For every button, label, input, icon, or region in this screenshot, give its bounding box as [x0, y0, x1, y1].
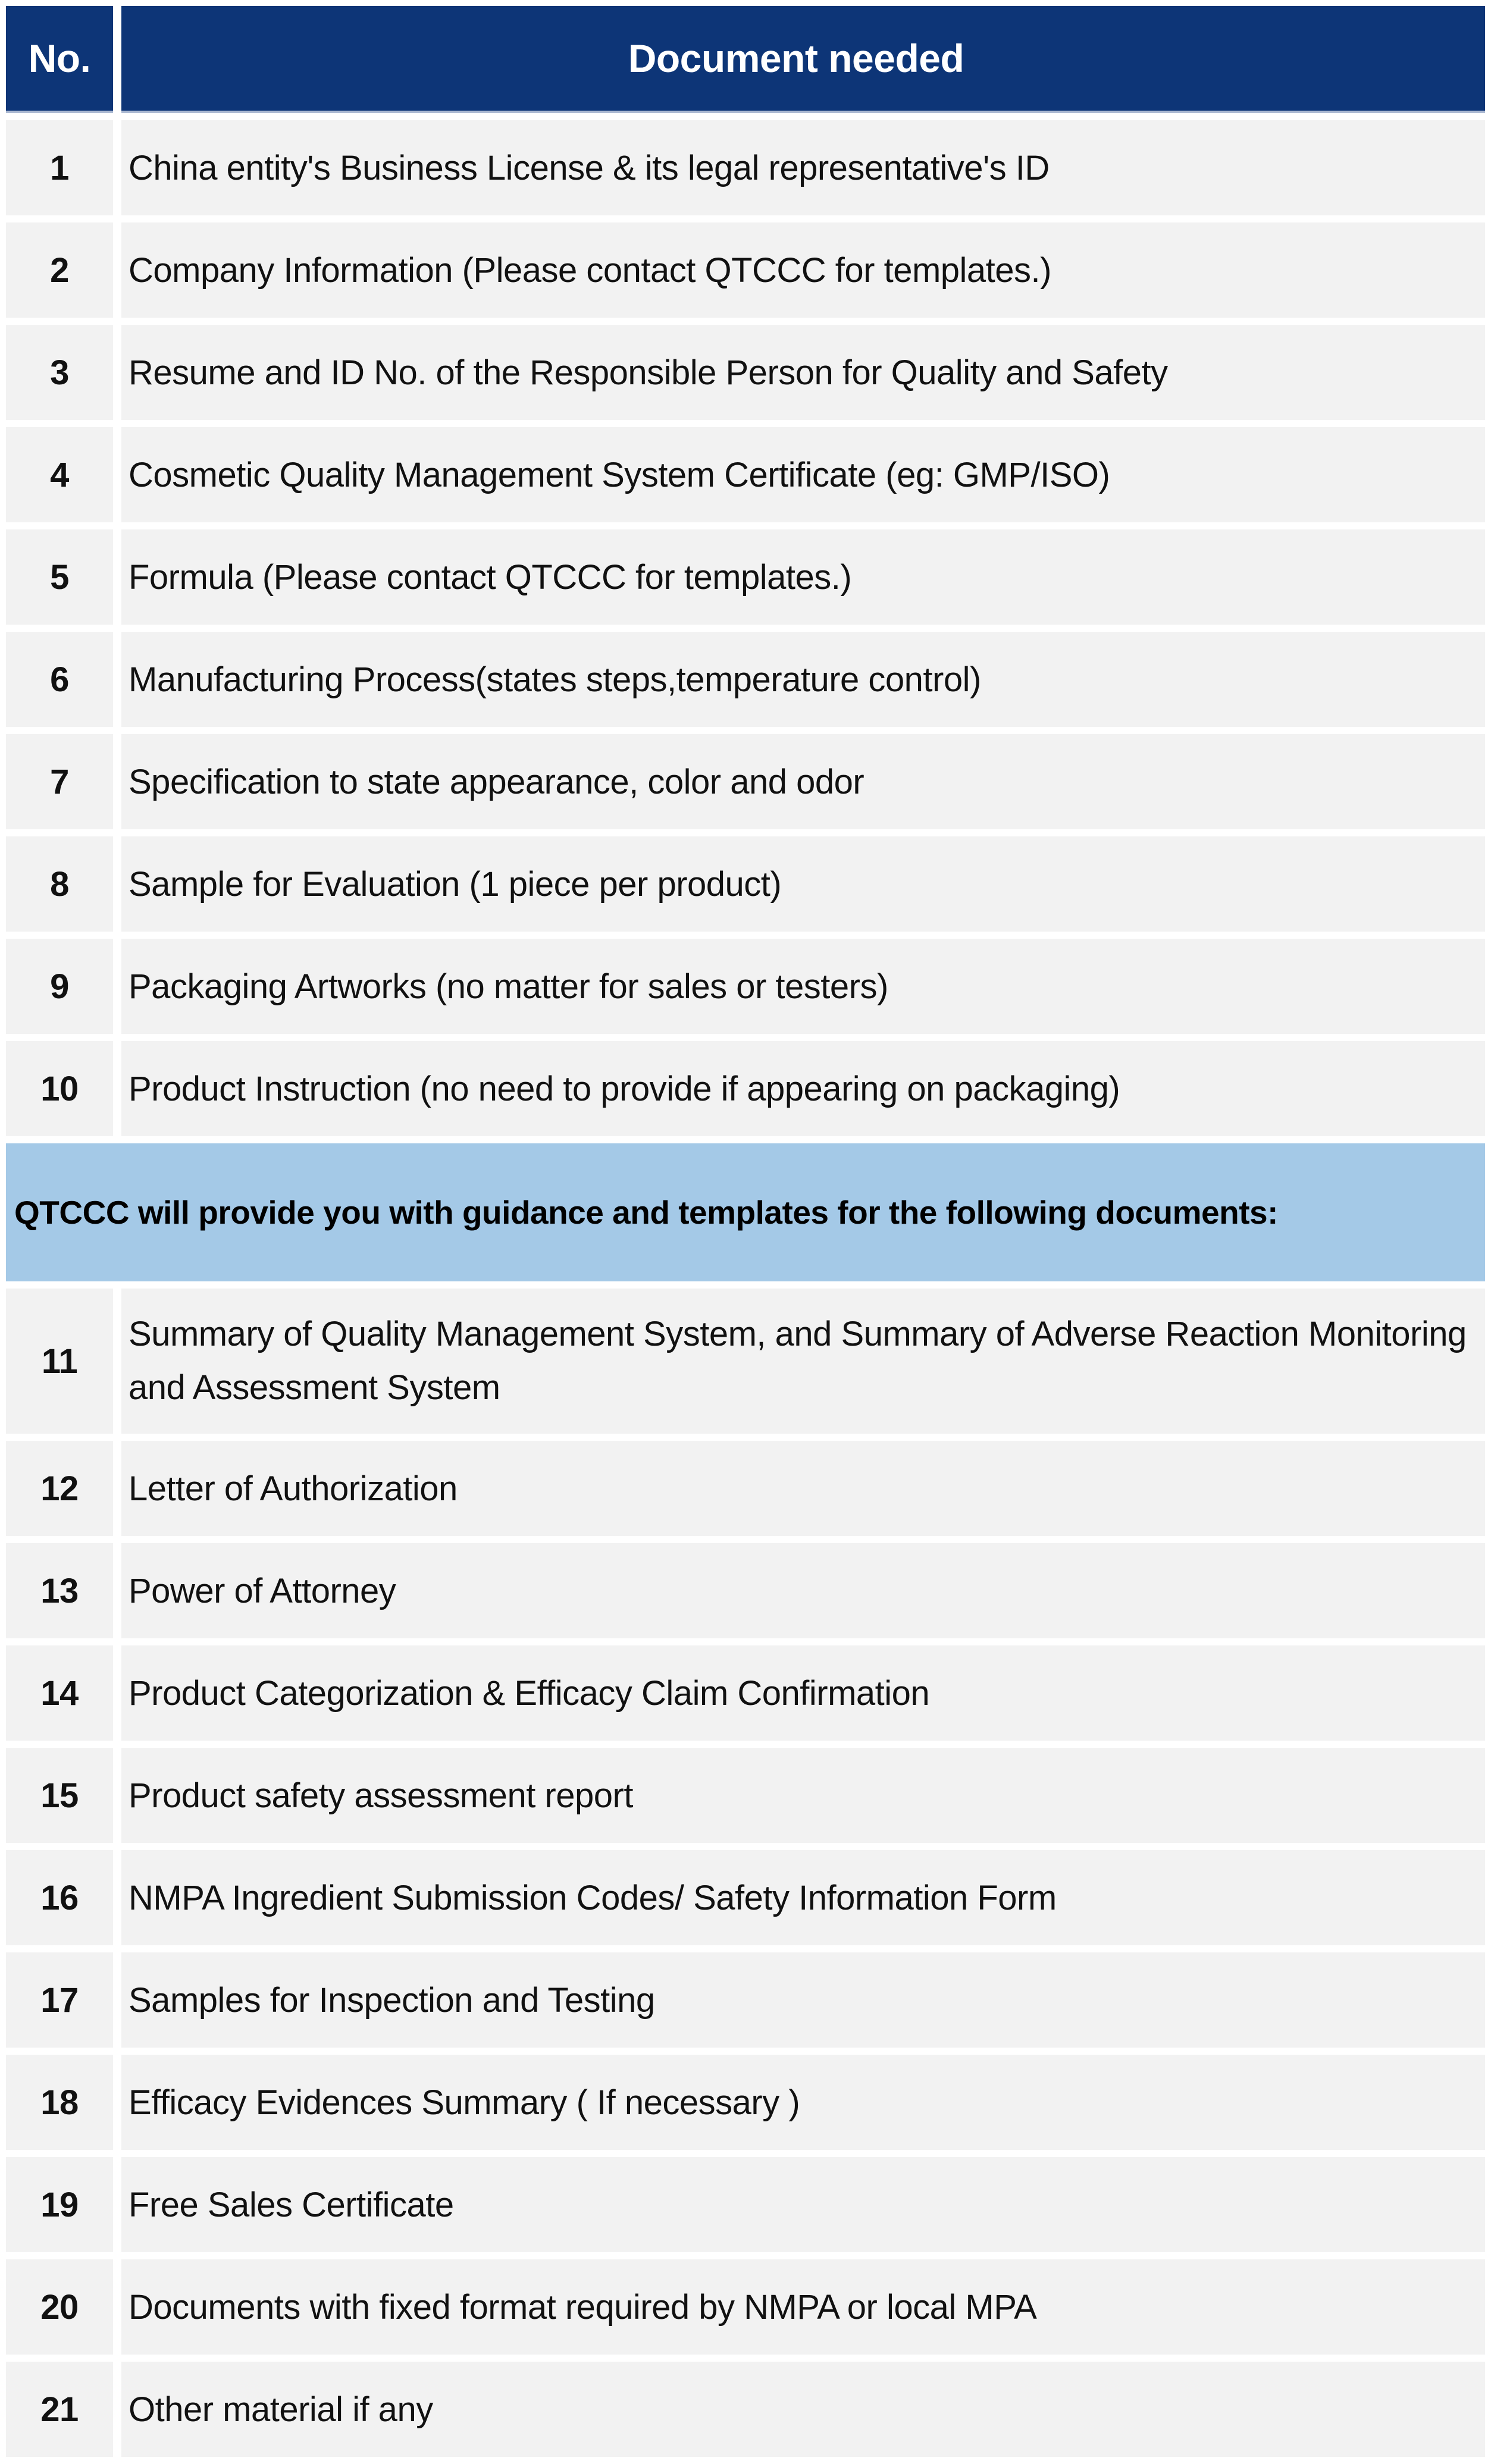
row-document-cell: Packaging Artworks (no matter for sales or testers): [121, 939, 1485, 1034]
row-document-cell: Power of Attorney: [121, 1543, 1485, 1638]
table-row: [6, 1441, 1485, 1536]
table-row: [6, 1543, 1485, 1638]
row-document-cell: Product Categorization & Efficacy Claim Confirmation: [121, 1645, 1485, 1741]
row-document-cell: Manufacturing Process(states steps,temperature control): [121, 632, 1485, 727]
header-no: No.: [6, 6, 113, 113]
row-number-cell: 14: [6, 1645, 113, 1741]
row-document-cell: Product safety assessment report: [121, 1748, 1485, 1843]
row-number-cell: 3: [6, 325, 113, 420]
table-row: [6, 836, 1485, 932]
banner-text: QTCCC will provide you with guidance and templates for the following documents:: [6, 1143, 1485, 1281]
row-number-cell: 2: [6, 222, 113, 318]
table-row: [6, 1645, 1485, 1741]
table-row: [6, 1041, 1485, 1136]
row-document-cell: Specification to state appearance, color and odor: [121, 734, 1485, 829]
table-row: [6, 1748, 1485, 1843]
row-number-cell: 10: [6, 1041, 113, 1136]
table-row: [6, 1952, 1485, 2048]
table-row: [6, 2157, 1485, 2252]
row-number-cell: 5: [6, 529, 113, 625]
row-document-cell: Letter of Authorization: [121, 1441, 1485, 1536]
row-number-cell: 12: [6, 1441, 113, 1536]
table-row: [6, 325, 1485, 420]
row-document-cell: Summary of Quality Management System, and Summary of Adverse Reaction Monitoring and Assessment System: [121, 1289, 1485, 1434]
table-row: [6, 222, 1485, 318]
table-row: [6, 529, 1485, 625]
table-row: [6, 2055, 1485, 2150]
row-document-cell: Product Instruction (no need to provide if appearing on packaging): [121, 1041, 1485, 1136]
row-document-cell: Other material if any: [121, 2362, 1485, 2457]
row-document-cell: NMPA Ingredient Submission Codes/ Safety Information Form: [121, 1850, 1485, 1945]
row-number-cell: 17: [6, 1952, 113, 2048]
row-document-cell: China entity's Business License & its legal representative's ID: [121, 120, 1485, 215]
row-document-cell: Documents with fixed format required by NMPA or local MPA: [121, 2259, 1485, 2355]
row-number-cell: 4: [6, 427, 113, 522]
row-number-cell: 15: [6, 1748, 113, 1843]
table-row: [6, 2259, 1485, 2355]
row-document-cell: Free Sales Certificate: [121, 2157, 1485, 2252]
table-row: [6, 1850, 1485, 1945]
row-number-cell: 7: [6, 734, 113, 829]
row-document-cell: Company Information (Please contact QTCCC for templates.): [121, 222, 1485, 318]
table-row: [6, 2362, 1485, 2457]
table-row: [6, 632, 1485, 727]
table-row: [6, 120, 1485, 215]
row-document-cell: Cosmetic Quality Management System Certificate (eg: GMP/ISO): [121, 427, 1485, 522]
table-row: [6, 939, 1485, 1034]
row-number-cell: 1: [6, 120, 113, 215]
row-document-cell: Samples for Inspection and Testing: [121, 1952, 1485, 2048]
row-number-cell: 8: [6, 836, 113, 932]
row-document-cell: Efficacy Evidences Summary ( If necessary ): [121, 2055, 1485, 2150]
row-number-cell: 6: [6, 632, 113, 727]
row-document-cell: Sample for Evaluation (1 piece per product): [121, 836, 1485, 932]
row-number-cell: 11: [6, 1289, 113, 1434]
row-number-cell: 18: [6, 2055, 113, 2150]
table-row: [6, 427, 1485, 522]
table-row: [6, 734, 1485, 829]
row-document-cell: Resume and ID No. of the Responsible Person for Quality and Safety: [121, 325, 1485, 420]
row-number-cell: 9: [6, 939, 113, 1034]
table-header-row: [6, 6, 1485, 113]
table-row: [6, 1289, 1485, 1434]
row-number-cell: 13: [6, 1543, 113, 1638]
row-number-cell: 19: [6, 2157, 113, 2252]
row-document-cell: Formula (Please contact QTCCC for templates.): [121, 529, 1485, 625]
row-number-cell: 20: [6, 2259, 113, 2355]
header-document-needed: Document needed: [121, 6, 1485, 113]
banner-row: [6, 1143, 1485, 1281]
row-number-cell: 21: [6, 2362, 113, 2457]
row-number-cell: 16: [6, 1850, 113, 1945]
